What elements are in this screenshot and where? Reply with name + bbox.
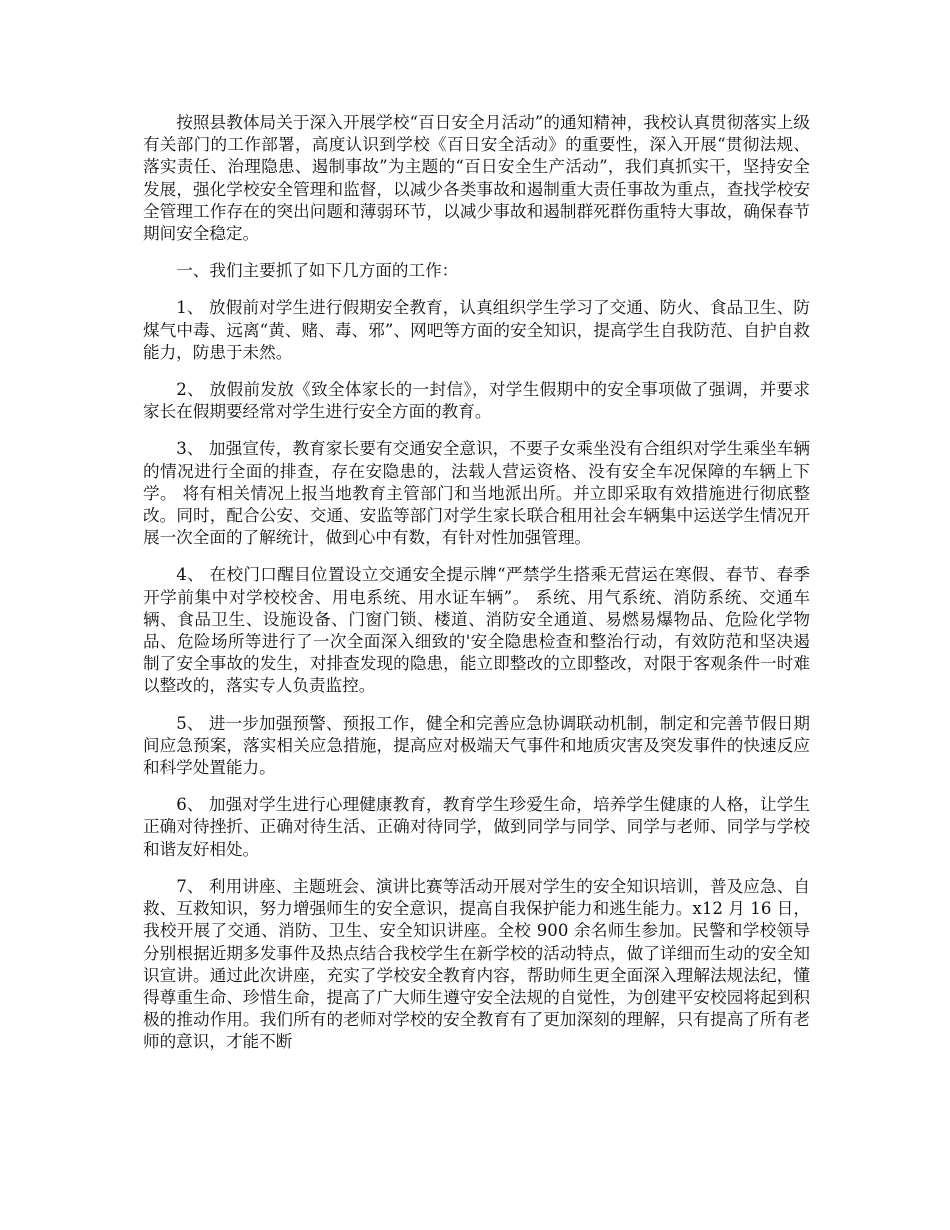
document-body xyxy=(143,112,810,1069)
list-item-1: 1、 放假前对学生进行假期安全教育，认真组织学生学习了交通、防火、食品卫生、防煤气中毒、远离“黄、赌、毒、邪”、网吧等方面的安全知识，提高学生自我防范、自护自救能力，防患于未然。 xyxy=(143,298,810,362)
intro-paragraph: 按照县教体局关于深入开展学校“百日安全月活动”的通知精神，我校认真贯彻落实上级有关部门的工作部署，高度认识到学校《百日安全活动》的重要性，深入开展“贯彻法规、落实责任、治理隐患、遏制事故”为主题的“百日安全生产活动”，我们真抓实干，坚持安全发展，强化学校安全管理和监督，以减少各类事故和遏制重大责任事故为重点，查找学校安全管理工作存在的突出问题和薄弱环节，以减少事故和遏制群死群伤重特大事故，确保春节期间安全稳定。 xyxy=(143,113,810,244)
list-item-7: 7、 利用讲座、主题班会、演讲比赛等活动开展对学生的安全知识培训，普及应急、自救、互救知识，努力增强师生的安全意识，提高自我保护能力和逃生能力。x12 月 16 日，我校开展了交通、消防、卫生、安全知识讲座。全校 900 余名师生参加。民警和学校领导分别根据近期多发事件及热点结合我校学生在新学校的活动特点，做了详细而生动的安全知识宣讲。通过此次讲座，充实了学校安全教育内容，帮助师生更全面深入理解法规法纪，懂得尊重生命、珍惜生命，提高了广大师生遵守安全法规的自觉性，为创建平安校园将起到积极的推动作用。我们所有的老师对学校的安全教育有了更加深刻的理解，只有提高了所有老师的意识，才能不断 xyxy=(143,876,810,1052)
list-item-4: 4、 在校门口醒目位置设立交通安全提示牌“严禁学生搭乘无营运在寒假、春节、春季开学前集中对学校校舍、用电系统、用水证车辆”。 系统、用气系统、消防系统、交通车辆、食品卫生、设施设备、门窗门锁、楼道、消防安全通道、易燃易爆物品、危险化学物品、危险场所等进行了一次全面深入细致的'安全隐患检查和整治行动，有效防范和坚决遏制了安全事故的发生，对排查发现的隐患，能立即整改的立即整改，对限于客观条件一时难以整改的，落实专人负责监控。 xyxy=(143,565,810,696)
list-item-2: 2、 放假前发放《致全体家长的一封信》，对学生假期中的安全事项做了强调，并要求家长在假期要经常对学生进行安全方面的教育。 xyxy=(143,380,810,422)
list-item-6: 6、 加强对学生进行心理健康教育，教育学生珍爱生命，培养学生健康的人格，让学生正确对待挫折、正确对待生活、正确对待同学，做到同学与同学、同学与老师、同学与学校和谐友好相处。 xyxy=(143,795,810,859)
list-item-3: 3、 加强宣传，教育家长要有交通安全意识，不要子女乘坐没有合组织对学生乘坐车辆的情况进行全面的排查，存在安隐患的，法载人营运资格、没有安全车况保障的车辆上下学。 将有相关情况上报当地教育主管部门和当地派出所。并立即采取有效措施进行彻底整改。同时，配合公安、交通、安监等部门对学生家长联合租用社会车辆集中运送学生情况开展一次全面的了解统计，做到心中有数，有针对性加强管理。 xyxy=(143,439,810,548)
section-heading: 一、我们主要抓了如下几方面的工作： xyxy=(176,261,459,281)
list-item-5: 5、 进一步加强预警、预报工作，健全和完善应急协调联动机制，制定和完善节假日期间应急预案，落实相关应急措施，提高应对极端天气事件和地质灾害及突发事件的快速反应和科学处置能力。 xyxy=(143,713,810,778)
